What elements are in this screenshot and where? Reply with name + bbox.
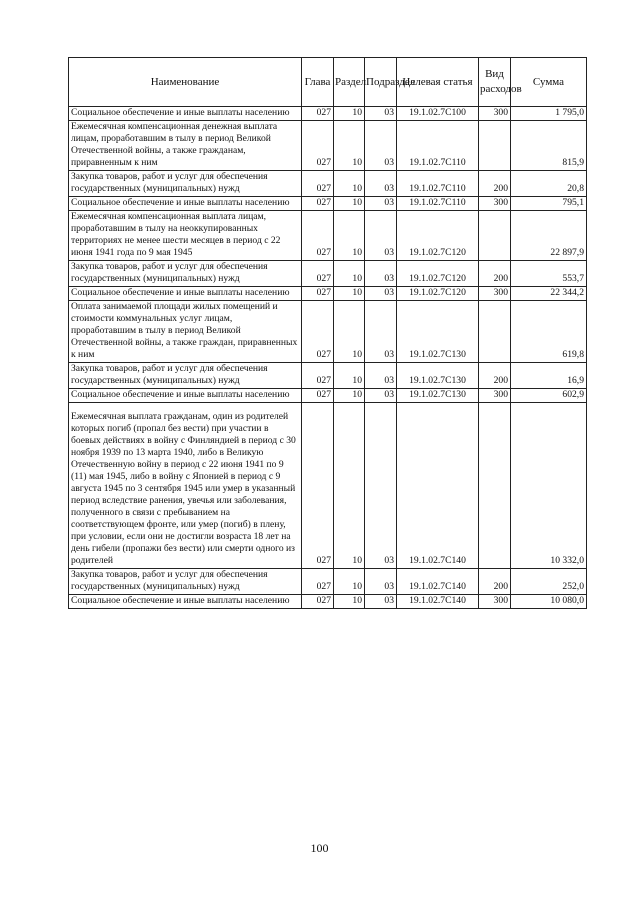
row-subsection: 03 — [365, 107, 397, 121]
row-exp-type: 300 — [479, 107, 511, 121]
row-name: Социальное обеспечение и иные выплаты населению — [69, 107, 302, 121]
row-subsection: 03 — [365, 287, 397, 301]
row-sum: 252,0 — [511, 569, 587, 595]
row-chapter: 027 — [302, 403, 334, 569]
row-exp-type: 300 — [479, 389, 511, 403]
row-exp-type — [479, 403, 511, 569]
row-sum: 20,8 — [511, 171, 587, 197]
row-target: 19.1.02.7С130 — [397, 301, 479, 363]
row-subsection: 03 — [365, 569, 397, 595]
row-subsection: 03 — [365, 261, 397, 287]
row-name: Закупка товаров, работ и услуг для обеспечения государственных (муниципальных) нужд — [69, 171, 302, 197]
row-section: 10 — [334, 363, 365, 389]
row-exp-type: 300 — [479, 197, 511, 211]
row-subsection: 03 — [365, 121, 397, 171]
row-name: Закупка товаров, работ и услуг для обеспечения государственных (муниципальных) нужд — [69, 363, 302, 389]
row-sum: 10 332,0 — [511, 403, 587, 569]
header-sum: Сумма — [511, 58, 587, 107]
table-row — [69, 363, 587, 389]
row-sum: 22 897,9 — [511, 211, 587, 261]
row-target: 19.1.02.7С100 — [397, 107, 479, 121]
row-chapter: 027 — [302, 261, 334, 287]
row-exp-type — [479, 121, 511, 171]
row-subsection: 03 — [365, 389, 397, 403]
row-subsection: 03 — [365, 403, 397, 569]
row-chapter: 027 — [302, 107, 334, 121]
table-row — [69, 301, 587, 363]
table-row — [69, 389, 587, 403]
row-chapter: 027 — [302, 211, 334, 261]
table-row — [69, 197, 587, 211]
row-name: Закупка товаров, работ и услуг для обеспечения государственных (муниципальных) нужд — [69, 569, 302, 595]
row-exp-type — [479, 301, 511, 363]
row-section: 10 — [334, 569, 365, 595]
table-row — [69, 595, 587, 609]
row-sum: 553,7 — [511, 261, 587, 287]
row-exp-type: 200 — [479, 363, 511, 389]
row-target: 19.1.02.7С120 — [397, 287, 479, 301]
row-name: Социальное обеспечение и иные выплаты населению — [69, 287, 302, 301]
row-exp-type: 300 — [479, 287, 511, 301]
row-name: Ежемесячная выплата гражданам, один из родителей которых погиб (пропал без вести) при участии в боевых действиях в войну с Финляндией в период с 30 ноября 1939 по 13 марта 1940, либо в Великую Отечественную войну в период с 22 июня 1941 по 9 (11) мая 1945, либо в войну с Японией в период с 9 августа 1945 по 3 сентября 1945 или умер в указанный период вследствие ранения, увечья или заболевания, полученного в связи с пребыванием на соответствующем фронте, или умер (погиб) в плену, при условии, если они не достигли возраста 18 лет на день гибели (пропажи без вести) или смерти одного из родителей — [69, 403, 302, 569]
header-subsection: Подраздел — [365, 58, 397, 107]
row-chapter: 027 — [302, 595, 334, 609]
row-sum: 10 080,0 — [511, 595, 587, 609]
row-target: 19.1.02.7С110 — [397, 121, 479, 171]
header-name: Наименование — [69, 58, 302, 107]
row-target: 19.1.02.7С130 — [397, 389, 479, 403]
row-sum: 16,9 — [511, 363, 587, 389]
row-chapter: 027 — [302, 121, 334, 171]
row-subsection: 03 — [365, 211, 397, 261]
row-name: Оплата занимаемой площади жилых помещений и стоимости коммунальных услуг лицам, проработавшим в тылу в период Великой Отечественной войны, а также граждан, приравненных к ним — [69, 301, 302, 363]
table-row — [69, 211, 587, 261]
row-section: 10 — [334, 197, 365, 211]
row-sum: 1 795,0 — [511, 107, 587, 121]
table-row — [69, 107, 587, 121]
row-chapter: 027 — [302, 301, 334, 363]
table-row — [69, 261, 587, 287]
row-name: Социальное обеспечение и иные выплаты населению — [69, 595, 302, 609]
row-target: 19.1.02.7С140 — [397, 403, 479, 569]
table-row — [69, 287, 587, 301]
row-exp-type: 300 — [479, 595, 511, 609]
header-chapter: Глава — [302, 58, 334, 107]
page-number: 100 — [310, 841, 329, 855]
table-row — [69, 121, 587, 171]
row-section: 10 — [334, 287, 365, 301]
header-exp-type: Вид расходов — [479, 58, 511, 107]
row-section: 10 — [334, 261, 365, 287]
row-target: 19.1.02.7С140 — [397, 569, 479, 595]
row-sum: 22 344,2 — [511, 287, 587, 301]
row-target: 19.1.02.7С110 — [397, 197, 479, 211]
row-subsection: 03 — [365, 197, 397, 211]
header-section: Раздел — [334, 58, 365, 107]
row-subsection: 03 — [365, 301, 397, 363]
row-exp-type — [479, 211, 511, 261]
table-body — [69, 107, 587, 609]
row-name: Ежемесячная компенсационная выплата лицам, проработавшим в тылу на неоккупированных территориях не менее шести месяцев в период с 22 июня 1941 года по 9 мая 1945 — [69, 211, 302, 261]
row-sum: 619,8 — [511, 301, 587, 363]
row-exp-type: 200 — [479, 569, 511, 595]
row-section: 10 — [334, 121, 365, 171]
row-section: 10 — [334, 211, 365, 261]
row-target: 19.1.02.7С120 — [397, 211, 479, 261]
table-row — [69, 569, 587, 595]
row-target: 19.1.02.7С140 — [397, 595, 479, 609]
row-chapter: 027 — [302, 363, 334, 389]
table-header — [69, 58, 587, 107]
row-sum: 795,1 — [511, 197, 587, 211]
row-exp-type: 200 — [479, 171, 511, 197]
row-sum: 602,9 — [511, 389, 587, 403]
row-subsection: 03 — [365, 595, 397, 609]
row-target: 19.1.02.7С110 — [397, 171, 479, 197]
header-target: Целевая статья — [397, 58, 479, 107]
row-subsection: 03 — [365, 363, 397, 389]
row-chapter: 027 — [302, 171, 334, 197]
table-row — [69, 171, 587, 197]
row-name: Ежемесячная компенсационная денежная выплата лицам, проработавшим в тылу в период Великой Отечественной войны, а также гражданам, приравненным к ним — [69, 121, 302, 171]
row-name: Закупка товаров, работ и услуг для обеспечения государственных (муниципальных) нужд — [69, 261, 302, 287]
row-chapter: 027 — [302, 197, 334, 211]
row-chapter: 027 — [302, 569, 334, 595]
row-name: Социальное обеспечение и иные выплаты населению — [69, 197, 302, 211]
row-section: 10 — [334, 301, 365, 363]
row-section: 10 — [334, 595, 365, 609]
row-target: 19.1.02.7С120 — [397, 261, 479, 287]
row-section: 10 — [334, 389, 365, 403]
row-section: 10 — [334, 171, 365, 197]
row-chapter: 027 — [302, 287, 334, 301]
row-chapter: 027 — [302, 389, 334, 403]
row-subsection: 03 — [365, 171, 397, 197]
row-target: 19.1.02.7С130 — [397, 363, 479, 389]
budget-table — [68, 57, 587, 609]
row-sum: 815,9 — [511, 121, 587, 171]
row-section: 10 — [334, 107, 365, 121]
row-name: Социальное обеспечение и иные выплаты населению — [69, 389, 302, 403]
row-exp-type: 200 — [479, 261, 511, 287]
row-section: 10 — [334, 403, 365, 569]
table-row — [69, 403, 587, 569]
